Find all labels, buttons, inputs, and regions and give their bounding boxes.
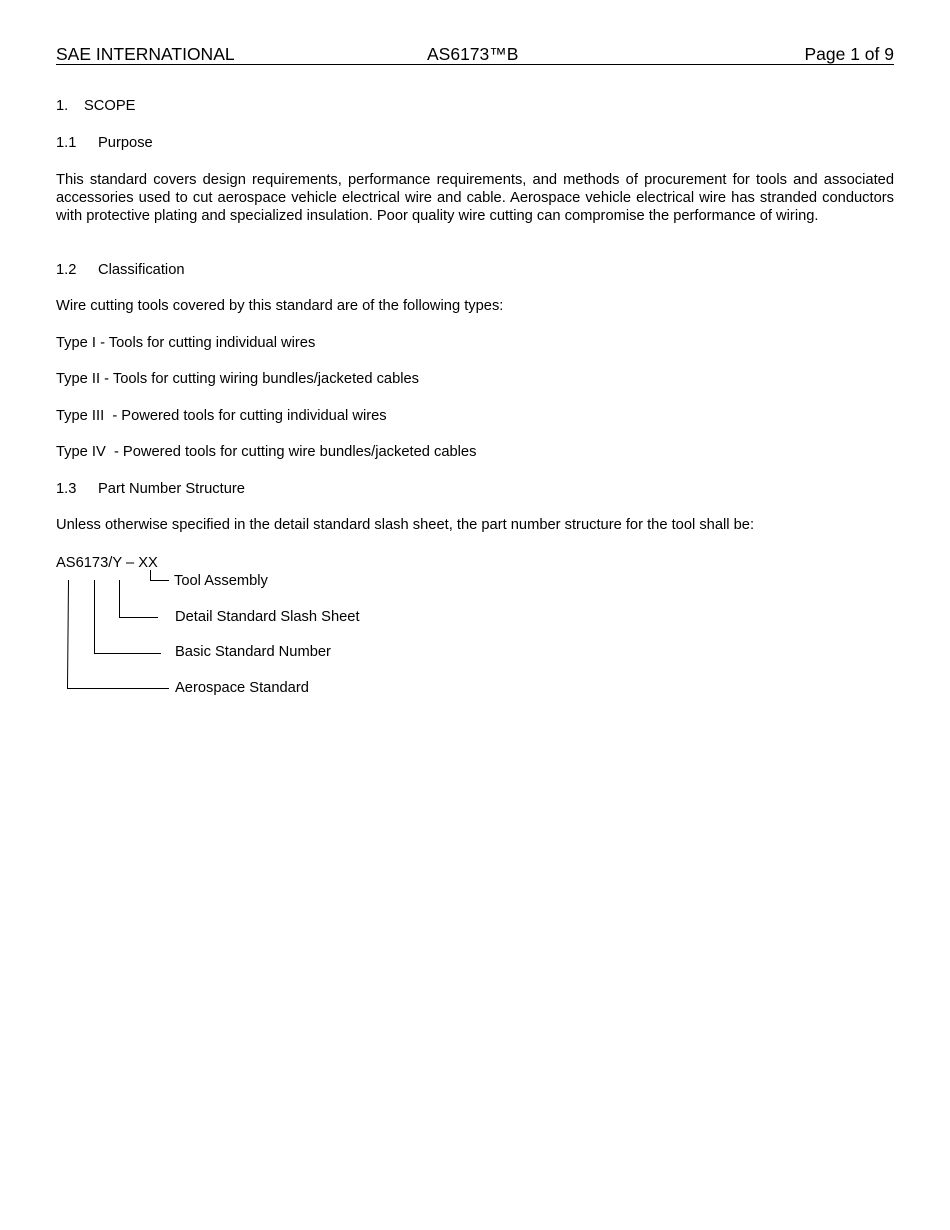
header-organization: SAE INTERNATIONAL <box>56 44 235 64</box>
section-1-3-title: Part Number Structure <box>98 481 245 497</box>
section-1-1-title: Purpose <box>98 135 153 151</box>
label-slash-sheet: Detail Standard Slash Sheet <box>175 609 360 625</box>
label-aerospace-standard: Aerospace Standard <box>175 680 309 696</box>
section-1-title: SCOPE <box>84 98 136 114</box>
type-1-item: Type I - Tools for cutting individual wires <box>56 335 316 351</box>
section-1-number: 1. <box>56 98 69 114</box>
part-number-intro: Unless otherwise specified in the detail standard slash sheet, the part number structure for the tool shall be: <box>56 517 755 533</box>
tool-assembly-connector <box>151 570 170 581</box>
label-tool-assembly: Tool Assembly <box>174 573 268 589</box>
slash-sheet-connector <box>120 580 159 618</box>
basic-number-connector <box>95 580 162 654</box>
type-4-item: Type IV - Powered tools for cutting wire bundles/jacketed cables <box>56 444 477 460</box>
section-1-2-number: 1.2 <box>56 262 77 278</box>
type-3-item: Type III - Powered tools for cutting individual wires <box>56 408 387 424</box>
part-number-code: AS6173/Y – XX <box>56 555 158 571</box>
classification-intro: Wire cutting tools covered by this standard are of the following types: <box>56 298 504 314</box>
section-1-2-title: Classification <box>98 262 185 278</box>
aerospace-connector <box>68 580 170 689</box>
type-2-item: Type II - Tools for cutting wiring bundles/jacketed cables <box>56 371 420 387</box>
header-page-number: Page 1 of 9 <box>804 44 894 64</box>
purpose-paragraph: This standard covers design requirements, performance requirements, and methods of procurement for tools and associated accessories used to cut aerospace vehicle electrical wire and cable. Aerospace vehicle electrical wire has stranded conductors with protective plating and specialized insulation. Poor quality wire cutting can compromise the performance of wiring. <box>56 172 894 225</box>
section-1-3-number: 1.3 <box>56 481 77 497</box>
label-basic-number: Basic Standard Number <box>175 644 331 660</box>
header-document-number: AS6173™B <box>427 44 519 64</box>
section-1-1-number: 1.1 <box>56 135 77 151</box>
